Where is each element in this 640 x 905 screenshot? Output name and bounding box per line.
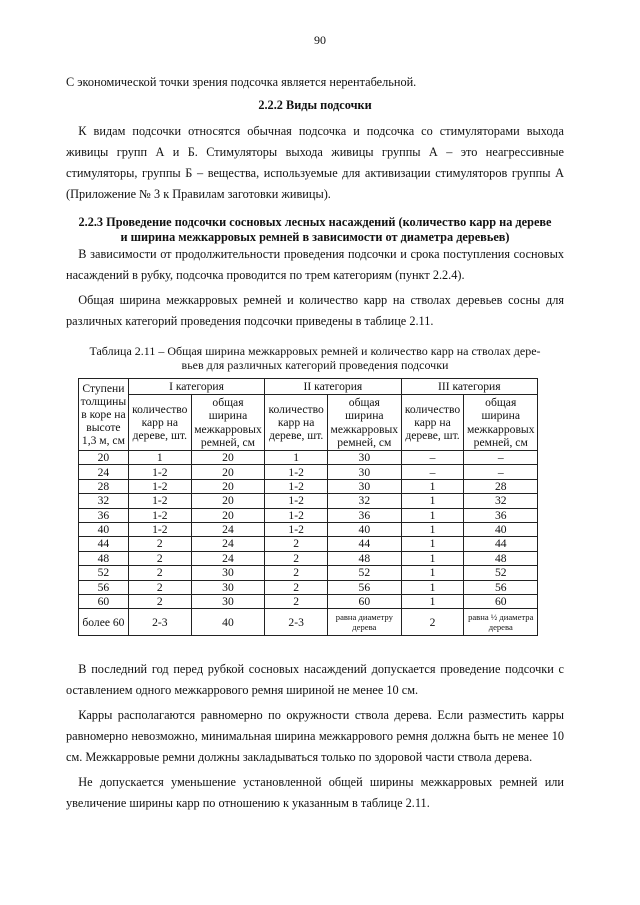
table-row <box>79 465 538 479</box>
table-row <box>79 479 538 493</box>
table-cell: 24 <box>191 522 264 536</box>
table-cell: 1-2 <box>128 465 191 479</box>
table-cell: 30 <box>328 479 401 493</box>
table-cell: 48 <box>464 551 538 565</box>
table-cell: 2 <box>401 609 464 636</box>
table-cell: 60 <box>79 594 129 608</box>
table-cell: 20 <box>79 451 129 465</box>
table-cell: 20 <box>191 465 264 479</box>
table-cell: 1 <box>128 451 191 465</box>
section-223-paragraph1: В зависимости от продолжительности проведения подсочки и срока поступления сосновых насаждений в рубку, подсочка проводится по трем категориям (пункт 2.2.4). <box>66 247 564 282</box>
table-cell: 56 <box>464 580 538 594</box>
table-cell: 52 <box>79 566 129 580</box>
subheader-width: общая ширина межкарровых ремней, см <box>191 395 264 451</box>
subheader-count: количество карр на дереве, шт. <box>265 395 328 451</box>
table-cell: – <box>401 451 464 465</box>
table-cell: 30 <box>191 594 264 608</box>
table-cell: 1 <box>401 551 464 565</box>
table-cell: 44 <box>328 537 401 551</box>
section-222-paragraph: К видам подсочки относятся обычная подсочка и подсочка со стимуляторами выхода живицы групп А и Б. Стимуляторы выхода живицы группы А – это неагрессивные стимуляторы, группы Б – вещества, используемые для активизации стимуляторов группы А (Приложение № 3 к Правилам заготовки живицы). <box>66 124 564 201</box>
table-cell: 1 <box>401 537 464 551</box>
table-cell: 32 <box>464 494 538 508</box>
table-row <box>79 594 538 608</box>
table-cell: 30 <box>191 566 264 580</box>
table-cell: более 60 <box>79 609 129 636</box>
table-row-last <box>79 609 538 636</box>
table-cell: 36 <box>328 508 401 522</box>
table-caption <box>66 345 564 372</box>
table-cell: 2 <box>265 537 328 551</box>
table-cell: 30 <box>328 451 401 465</box>
table-cell: 1-2 <box>128 508 191 522</box>
table-cell: 40 <box>464 522 538 536</box>
table-caption-line1: Таблица 2.11 – Общая ширина межкарровых ремней и количество карр на стволах дере- <box>89 344 541 358</box>
table-cell: равна диаметру дерева <box>328 609 401 636</box>
section-223-title-line1: 2.2.3 Проведение подсочки сосновых лесных насаждений (количество карр на дереве <box>78 215 552 229</box>
table-row <box>79 537 538 551</box>
table-cell: 40 <box>328 522 401 536</box>
table-cell: 1-2 <box>265 494 328 508</box>
table-cell: 56 <box>328 580 401 594</box>
table-cell: 1-2 <box>265 465 328 479</box>
table-row <box>79 451 538 465</box>
table-cell: равна ½ диаметра дерева <box>464 609 538 636</box>
table-cell: 24 <box>191 537 264 551</box>
table-cell: 60 <box>328 594 401 608</box>
section-222-title: 2.2.2 Виды подсочки <box>258 98 372 112</box>
section-223-title <box>66 215 564 245</box>
table-subheader-row <box>79 395 538 451</box>
table-cell: 60 <box>464 594 538 608</box>
table-cell: 52 <box>328 566 401 580</box>
page-number: 90 <box>314 33 326 47</box>
table-cell: 20 <box>191 494 264 508</box>
section-223-title-line2: и ширина межкарровых ремней в зависимости от диаметра деревьев) <box>120 230 510 244</box>
table-cell: 44 <box>464 537 538 551</box>
table-caption-line2: вьев для различных категорий проведения подсочки <box>181 357 449 372</box>
table-cell: 1-2 <box>128 522 191 536</box>
table-row <box>79 551 538 565</box>
table-cell: 24 <box>191 551 264 565</box>
table-cell: 1 <box>401 594 464 608</box>
table-cell: 1 <box>401 508 464 522</box>
table-cell: 48 <box>328 551 401 565</box>
table-header-row <box>79 379 538 395</box>
table-cell: 1-2 <box>265 479 328 493</box>
table-cell: 1 <box>401 580 464 594</box>
data-table <box>78 378 538 636</box>
table-cell: 1-2 <box>128 494 191 508</box>
table-cell: 2 <box>265 566 328 580</box>
col-header-stage: Ступени толщины в коре на высоте 1,3 м, см <box>79 379 129 451</box>
table-cell: 1 <box>401 494 464 508</box>
table-cell: 20 <box>191 479 264 493</box>
closing-paragraph1: В последний год перед рубкой сосновых насаждений допускается проведение подсочки с оставлением одного межкаррового ремня шириной не менее 10 см. <box>66 662 564 697</box>
table-cell: 44 <box>79 537 129 551</box>
table-cell: 1 <box>401 566 464 580</box>
table-cell: 56 <box>79 580 129 594</box>
table-cell: 36 <box>79 508 129 522</box>
table-cell: 28 <box>464 479 538 493</box>
col-header-category-3: III категория <box>401 379 537 395</box>
table-cell: 2 <box>265 580 328 594</box>
section-223-paragraph2: Общая ширина межкарровых ремней и количество карр на стволах деревьев сосны для различных категорий проведения подсочки приведены в таблице 2.11. <box>66 293 564 328</box>
intro-line: С экономической точки зрения подсочка является нерентабельной. <box>66 75 417 89</box>
col-header-category-2: II категория <box>265 379 401 395</box>
table-row <box>79 566 538 580</box>
subheader-count: количество карр на дереве, шт. <box>128 395 191 451</box>
table-cell: 20 <box>191 508 264 522</box>
table-cell: 36 <box>464 508 538 522</box>
table-cell: 2 <box>265 551 328 565</box>
table-cell: 2 <box>265 594 328 608</box>
table-cell: – <box>464 465 538 479</box>
table-cell: 28 <box>79 479 129 493</box>
table-cell: 48 <box>79 551 129 565</box>
table-cell: 1 <box>265 451 328 465</box>
table-cell: 2 <box>128 537 191 551</box>
table-cell: 2 <box>128 580 191 594</box>
table-cell: 2 <box>128 594 191 608</box>
subheader-width: общая ширина межкарровых ремней, см <box>464 395 538 451</box>
table-cell: 1 <box>401 522 464 536</box>
table-cell: 32 <box>79 494 129 508</box>
table-cell: 20 <box>191 451 264 465</box>
table-cell: 2-3 <box>265 609 328 636</box>
table-cell: 52 <box>464 566 538 580</box>
table-row <box>79 494 538 508</box>
table-cell: 2 <box>128 566 191 580</box>
closing-paragraph3: Не допускается уменьшение установленной общей ширины межкарровых ремней или увеличение ширины карр по отношению к указанным в таблице 2.11. <box>66 775 564 810</box>
table-cell: – <box>464 451 538 465</box>
closing-paragraph2: Карры располагаются равномерно по окружности ствола дерева. Если разместить карры равномерно невозможно, минимальная ширина межкаррового ремня должна быть не менее 10 см. Межкарровые ремни должны закладываться только по здоровой части ствола дерева. <box>66 708 564 764</box>
table-cell: 1 <box>401 479 464 493</box>
table-cell: 30 <box>328 465 401 479</box>
subheader-count: количество карр на дереве, шт. <box>401 395 464 451</box>
table-cell: 1-2 <box>265 522 328 536</box>
table-cell: 40 <box>191 609 264 636</box>
table-row <box>79 508 538 522</box>
table-cell: 32 <box>328 494 401 508</box>
table-cell: 30 <box>191 580 264 594</box>
table-row <box>79 522 538 536</box>
col-header-category-1: I категория <box>128 379 264 395</box>
table-row <box>79 580 538 594</box>
subheader-width: общая ширина межкарровых ремней, см <box>328 395 401 451</box>
table-cell: – <box>401 465 464 479</box>
table-cell: 1-2 <box>265 508 328 522</box>
table-cell: 24 <box>79 465 129 479</box>
table-cell: 40 <box>79 522 129 536</box>
table-cell: 2 <box>128 551 191 565</box>
table-cell: 2-3 <box>128 609 191 636</box>
table-cell: 1-2 <box>128 479 191 493</box>
